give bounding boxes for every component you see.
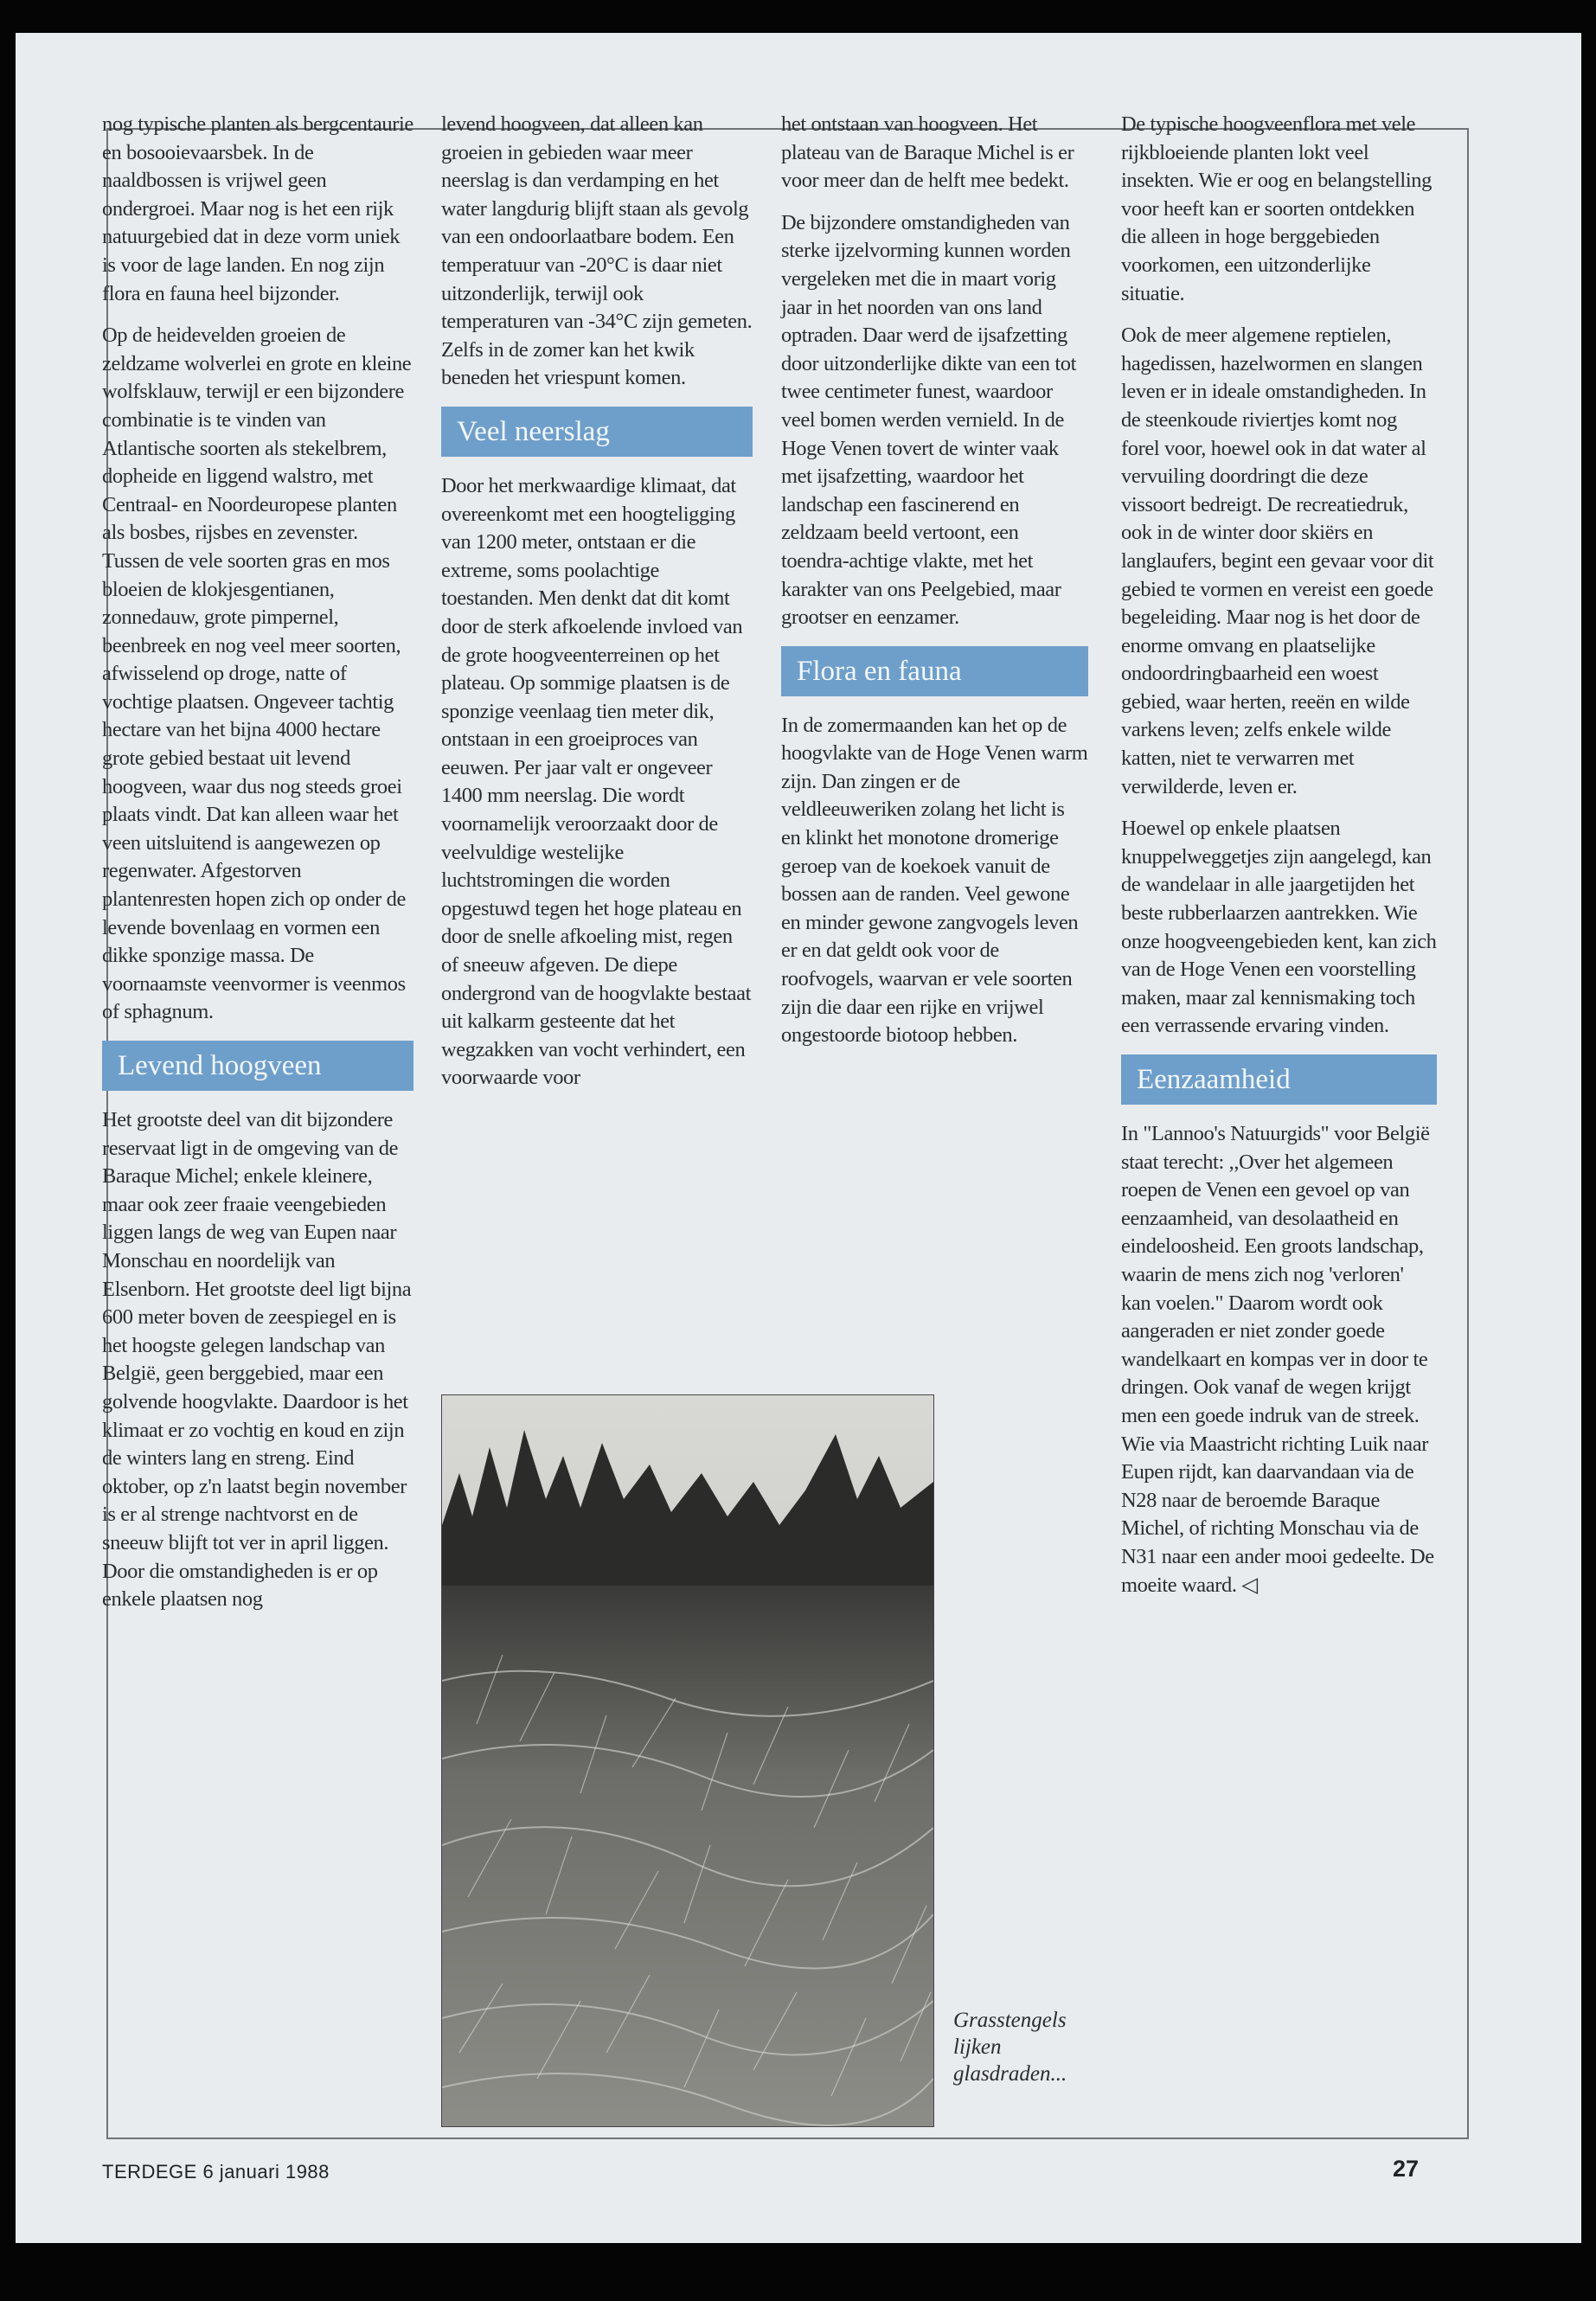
heading-veel-neerslag: Veel neerslag: [441, 407, 753, 457]
heading-levend-hoogveen: Levend hoogveen: [102, 1041, 413, 1091]
column-3-paragraph: De bijzondere omstandigheden van sterke ijzelvorming kunnen worden vergeleken met die in maart vorig jaar in het noorden van ons land optraden. Daar werd de ijsafzetting door uitzonderlijke dikte van een tot twee centimeter funest, waardoor veel bomen werden vernield. In de Hoge Venen tovert de winter vaak met ijsafzetting, waardoor het landschap een fascinerend en zeldzaam beeld vertoont, een toendra-achtige vlakte, met het karakter van ons Peelgebied, maar grootser en eenzamer.: [781, 210, 1077, 630]
column-3-paragraph: het ontstaan van hoogveen. Het plateau van de Baraque Michel is er voor meer dan de helft mee bedekt.: [781, 112, 1074, 193]
column-1-paragraph: nog typische planten als bergcentaurie en bosooievaarsbek. In de naaldbossen is vrijwel geen ondergroei. Maar nog is het een rijk natuurgebied dat in deze vorm uniek is voor de lage landen. En nog zijn flora en fauna heel bijzonder.: [102, 112, 413, 305]
footer-publication: TERDEGE 6 januari 1988: [102, 2161, 330, 2182]
column-4-paragraph: In "Lannoo's Natuurgids" voor België staat terecht: ,,Over het algemeen roepen de Venen een gevoel op van eenzaamheid, van desolaatheid en eindeloosheid. Een groots landschap, waarin de mens zich nog 'verloren' kan voelen." Daarom wordt ook aangeraden er niet zonder goede wandelkaart en kompas ver in door te dringen. Ook vanaf de wegen krijgt men een goede indruk van de streek. Wie via Maastricht richting Luik naar Eupen rijdt, kan daarvandaan via de N28 naar de beroemde Baraque Michel, of richting Monschau via de N31 naar een ander mooi gedeelte. De moeite waard. ◁: [1121, 1122, 1434, 1597]
landscape-photo: [441, 1394, 934, 2127]
page-number: 27: [1393, 2156, 1420, 2182]
frosted-grass-picture: [442, 1395, 933, 2126]
column-1: [102, 111, 413, 1628]
column-4-paragraph: De typische hoogveenflora met vele rijkbloeiende planten lokt veel insekten. Wie er oog en belangstelling voor heeft kan er soorten ontdekken die alleen in hoge berggebieden voorkomen, een uitzonderlijke situatie.: [1121, 112, 1432, 305]
column-4-paragraph: Hoewel op enkele plaatsen knuppelweggetjes zijn aangelegd, kan de wandelaar in alle jaargetijden het beste rubberlaarzen aantrekken. Wie onze hoogveengebieden kent, kan zich van de Hoge Venen een voorstelling maken, maar zal kennismaking toch een verrassende ervaring vinden.: [1121, 817, 1437, 1038]
column-4-paragraph: Ook de meer algemene reptielen, hagedissen, hazelwormen en slangen leven er in ideale omstandigheden. In de steenkoude riviertjes komt nog forel voor, hoewel ook in dat water al vervuiling doordringt die deze vissoort bedreigt. De recreatiedruk, ook in de winter door skiërs en langlaufers, begint een gevaar voor dit gebied te vormen en vereist een goede begeleiding. Maar nog is het door de enorme omvang en plaatselijke ondoordringbaarheid een woest gebied, waar herten, reeën en wilde varkens leven; zelfs enkele wilde katten, niet te verwarren met verwilderde, leven er.: [1121, 324, 1434, 798]
photo-caption: Grasstengels lijken glasdraden...: [953, 2009, 1067, 2086]
column-1-paragraph: Het grootste deel van dit bijzondere reservaat ligt in de omgeving van de Baraque Michel; enkele kleinere, maar ook zeer fraaie veengebieden liggen langs de weg van Eupen naar Monschau en noordelijk van Elsenborn. Het grootste deel ligt bijna 600 meter boven de zeespiegel en is het hoogste gelegen landschap van België, geen berggebied, maar een golvende hoogvlakte. Daardoor is het klimaat er zo vochtig en koud en zijn de winters lang en streng. Eind oktober, op z'n laatst begin november is er al strenge nachtvorst en de sneeuw blijft tot ver in april liggen. Door die omstandigheden is er op enkele plaatsen nog: [102, 1108, 412, 1612]
heading-flora-en-fauna: Flora en fauna: [781, 646, 1088, 696]
heading-eenzaamheid: Eenzaamheid: [1121, 1054, 1437, 1105]
top-border: [0, 0, 1596, 33]
column-1-paragraph: Op de heidevelden groeien de zeldzame wolverlei en grote en kleine wolfsklauw, terwijl er een bijzondere combinatie is te vinden van Atlantische soorten als stekelbrem, dopheide en liggend walstro, met Centraal- en Noordeuropese planten als bosbes, rijsbes en zevenster. Tussen de vele soorten gras en mos bloeien de klokjesgentianen, zonnedauw, grote pimpernel, beenbreek en nog veel meer soorten, afwisselend op droge, natte of vochtige plaatsen. Ongeveer tachtig hectare van het bijna 4000 hectare grote gebied bestaat uit levend hoogveen, waar dus nog steeds groei plaats vindt. Dat kan alleen waar het veen uitsluitend is aangewezen op regenwater. Afgestorven plantenresten hopen zich op onder de levende bovenlaag en vormen een dikke sponzige massa. De voornaamste veenvormer is veenmos of sphagnum.: [102, 324, 412, 1024]
column-2-paragraph: Door het merkwaardige klimaat, dat overeenkomt met een hoogteligging van 1200 meter, ontstaan er die extreme, soms poolachtige toestanden. Men denkt dat dit komt door de sterk afkoelende invloed van de grote hoogveenterreinen op het plateau. Op sommige plaatsen is de sponzige veenlaag tien meter dik, ontstaan in een groeiproces van eeuwen. Per jaar valt er ongeveer 1400 mm neerslag. Die wordt voornamelijk veroorzaakt door de veelvuldige westelijke luchtstromingen die worden opgestuwd tegen het hoge plateau en door de snelle afkoeling mist, regen of sneeuw afgeven. De diepe ondergrond van de hoogvlakte bestaat uit kalkarm gesteente dat het wegzakken van vocht verhindert, een voorwaarde voor: [441, 473, 751, 1090]
column-2: [441, 111, 753, 1106]
column-2-paragraph: levend hoogveen, dat alleen kan groeien in gebieden waar meer neerslag is dan verdamping en het water langdurig blijft staan als gevolg van een ondoorlaatbare bodem. Een temperatuur van -20°C is daar niet uitzonderlijk, terwijl ook temperaturen van -34°C zijn gemeten. Zelfs in de zomer kan het kwik beneden het vriespunt komen.: [441, 112, 753, 390]
column-4: [1121, 111, 1437, 1613]
column-3: [781, 111, 1088, 1064]
column-3-paragraph: In de zomermaanden kan het op de hoogvlakte van de Hoge Venen warm zijn. Dan zingen er de veldleeuweriken zolang het licht is en klinkt het monotone dromerige geroep van de koekoek vanuit de bossen aan de randen. Veel gewone en minder gewone zangvogels leven er en dat geldt ook voor de roofvogels, waarvan er vele soorten zijn die daar een rijke en vrijwel ongestoorde biotoop hebben.: [781, 713, 1088, 1048]
